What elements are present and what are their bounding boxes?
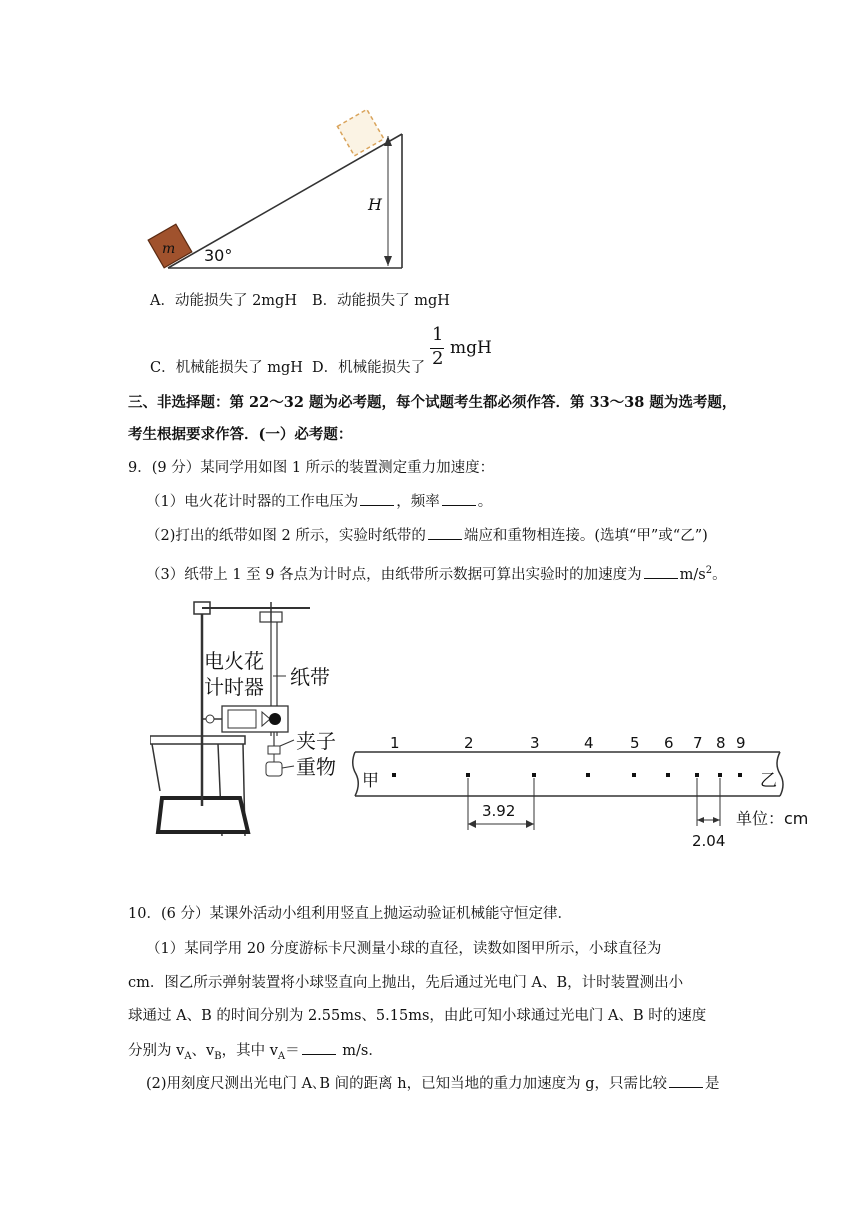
q10-line1: （1）某同学用 20 分度游标卡尺测量小球的直径，读数如图甲所示，小球直径为 xyxy=(146,941,662,957)
tape-unit: 单位：cm xyxy=(736,809,809,828)
answer-blank[interactable] xyxy=(428,525,462,540)
tape-dot xyxy=(666,773,670,777)
q10-line4-b: 、v xyxy=(191,1043,215,1059)
q9-part3-sup: 2 xyxy=(705,565,713,576)
timer-label-2: 计时器 xyxy=(204,675,264,699)
tape-point-label: 8 xyxy=(716,734,726,752)
tape-point-label: 5 xyxy=(630,734,640,752)
tape-left-end: 甲 xyxy=(362,771,379,791)
tape-label: 纸带 xyxy=(290,665,330,689)
q10-line4 xyxy=(128,1040,383,1067)
angle-label: 30° xyxy=(204,246,233,265)
tape-point-label: 3 xyxy=(530,734,540,752)
q9-part2-text: （2)打出的纸带如图 2 所示，实验时纸带的 xyxy=(146,528,426,544)
q10-line4-a: 分别为 v xyxy=(128,1043,185,1059)
q9-stem: 9．(9 分）某同学用如图 1 所示的装置测定重力加速度： xyxy=(128,460,495,476)
q10-line4-d: ＝ xyxy=(285,1043,300,1059)
q9-part1-text2: ，频率 xyxy=(396,494,440,510)
q10-line5-b: 是 xyxy=(704,1076,720,1092)
paper-tape-figure xyxy=(350,720,850,860)
q10-line4-c: ，其中 v xyxy=(221,1043,278,1059)
weight-label: 重物 xyxy=(296,755,336,779)
tape-dim-1: 3.92 xyxy=(482,802,516,820)
tape-dot xyxy=(695,773,699,777)
tape-dot xyxy=(738,773,742,777)
tape-dot xyxy=(586,773,590,777)
answer-blank[interactable] xyxy=(302,1040,336,1055)
tape-dot xyxy=(466,773,470,777)
q9-part1-text3: 。 xyxy=(477,494,493,510)
q10-sub-b: B xyxy=(214,1050,222,1062)
tape-dot xyxy=(632,773,636,777)
q9-part3-text: （3）纸带上 1 至 9 各点为计时点，由纸带所示数据可算出实验时的加速度为 xyxy=(146,566,642,583)
tape-point-label: 7 xyxy=(693,734,703,752)
clip-label: 夹子 xyxy=(296,729,336,753)
tape-dot xyxy=(532,773,536,777)
option-d: D．机械能损失了 xyxy=(312,360,426,376)
tape-point-label: 2 xyxy=(464,734,474,752)
tape-dim-2: 2.04 xyxy=(692,832,726,850)
fraction-numerator: 1 xyxy=(432,324,444,345)
answer-blank[interactable] xyxy=(360,491,394,506)
answer-blank[interactable] xyxy=(442,491,476,506)
section3-line2: 考生根据要求作答．(一）必考题： xyxy=(128,426,353,443)
option-b: B．动能损失了 mgH xyxy=(312,293,450,309)
option-c: C．机械能损失了 mgH xyxy=(150,360,303,376)
q10-sub-a2: A xyxy=(277,1050,286,1062)
section3-line1: 三、非选择题：第 22～32 题为必考题，每个试题考生都必须作答．第 33～38 题为选考题， xyxy=(128,394,737,411)
q9-part3-end: 。 xyxy=(712,566,727,583)
incline-figure xyxy=(140,108,430,278)
q9-part2-text2: 端应和重物相连接。(选填“甲”或“乙”) xyxy=(463,528,708,544)
q9-part1-text: （1）电火花计时器的工作电压为 xyxy=(146,494,359,510)
fraction-denominator: 2 xyxy=(432,348,444,369)
tape-point-label: 9 xyxy=(736,734,746,752)
tape-point-label: 6 xyxy=(664,734,674,752)
option-a: A．动能损失了 2mgH xyxy=(150,293,297,309)
q10-line4-e: m/s． xyxy=(337,1043,383,1059)
tape-point-label: 1 xyxy=(390,734,400,752)
q10-sub-a: A xyxy=(184,1050,192,1062)
timer-label-1: 电火花 xyxy=(204,649,264,673)
q10-line2: cm．图乙所示弹射装置将小球竖直向上抛出，先后通过光电门 A、B，计时装置测出小 xyxy=(128,975,684,991)
apparatus-figure xyxy=(150,596,350,866)
answer-blank[interactable] xyxy=(644,564,678,579)
tape-right-end: 乙 xyxy=(760,771,777,791)
q9-part3 xyxy=(146,561,727,585)
block-label: m xyxy=(162,241,176,257)
tape-point-label: 4 xyxy=(584,734,594,752)
tape-dot xyxy=(392,773,396,777)
q10-line3: 球通过 A、B 的时间分别为 2.55ms、5.15ms，由此可知小球通过光电门 A、B 时的速度 xyxy=(128,1008,707,1024)
q10-stem: 10．(6 分）某课外活动小组利用竖直上抛运动验证机械能守恒定律． xyxy=(128,906,572,922)
tape-dot xyxy=(718,773,722,777)
q9-part3-unit: m/s xyxy=(679,566,706,583)
answer-blank[interactable] xyxy=(669,1073,703,1088)
q10-line5-a: (2)用刻度尺测出光电门 A､B 间的距离 h，已知当地的重力加速度为 g，只需比较 xyxy=(146,1076,667,1092)
fraction-tail: mgH xyxy=(450,338,492,358)
q9-part2 xyxy=(146,525,708,546)
q10-line5 xyxy=(146,1073,719,1094)
height-label: H xyxy=(368,195,382,214)
q9-part1 xyxy=(146,491,492,512)
